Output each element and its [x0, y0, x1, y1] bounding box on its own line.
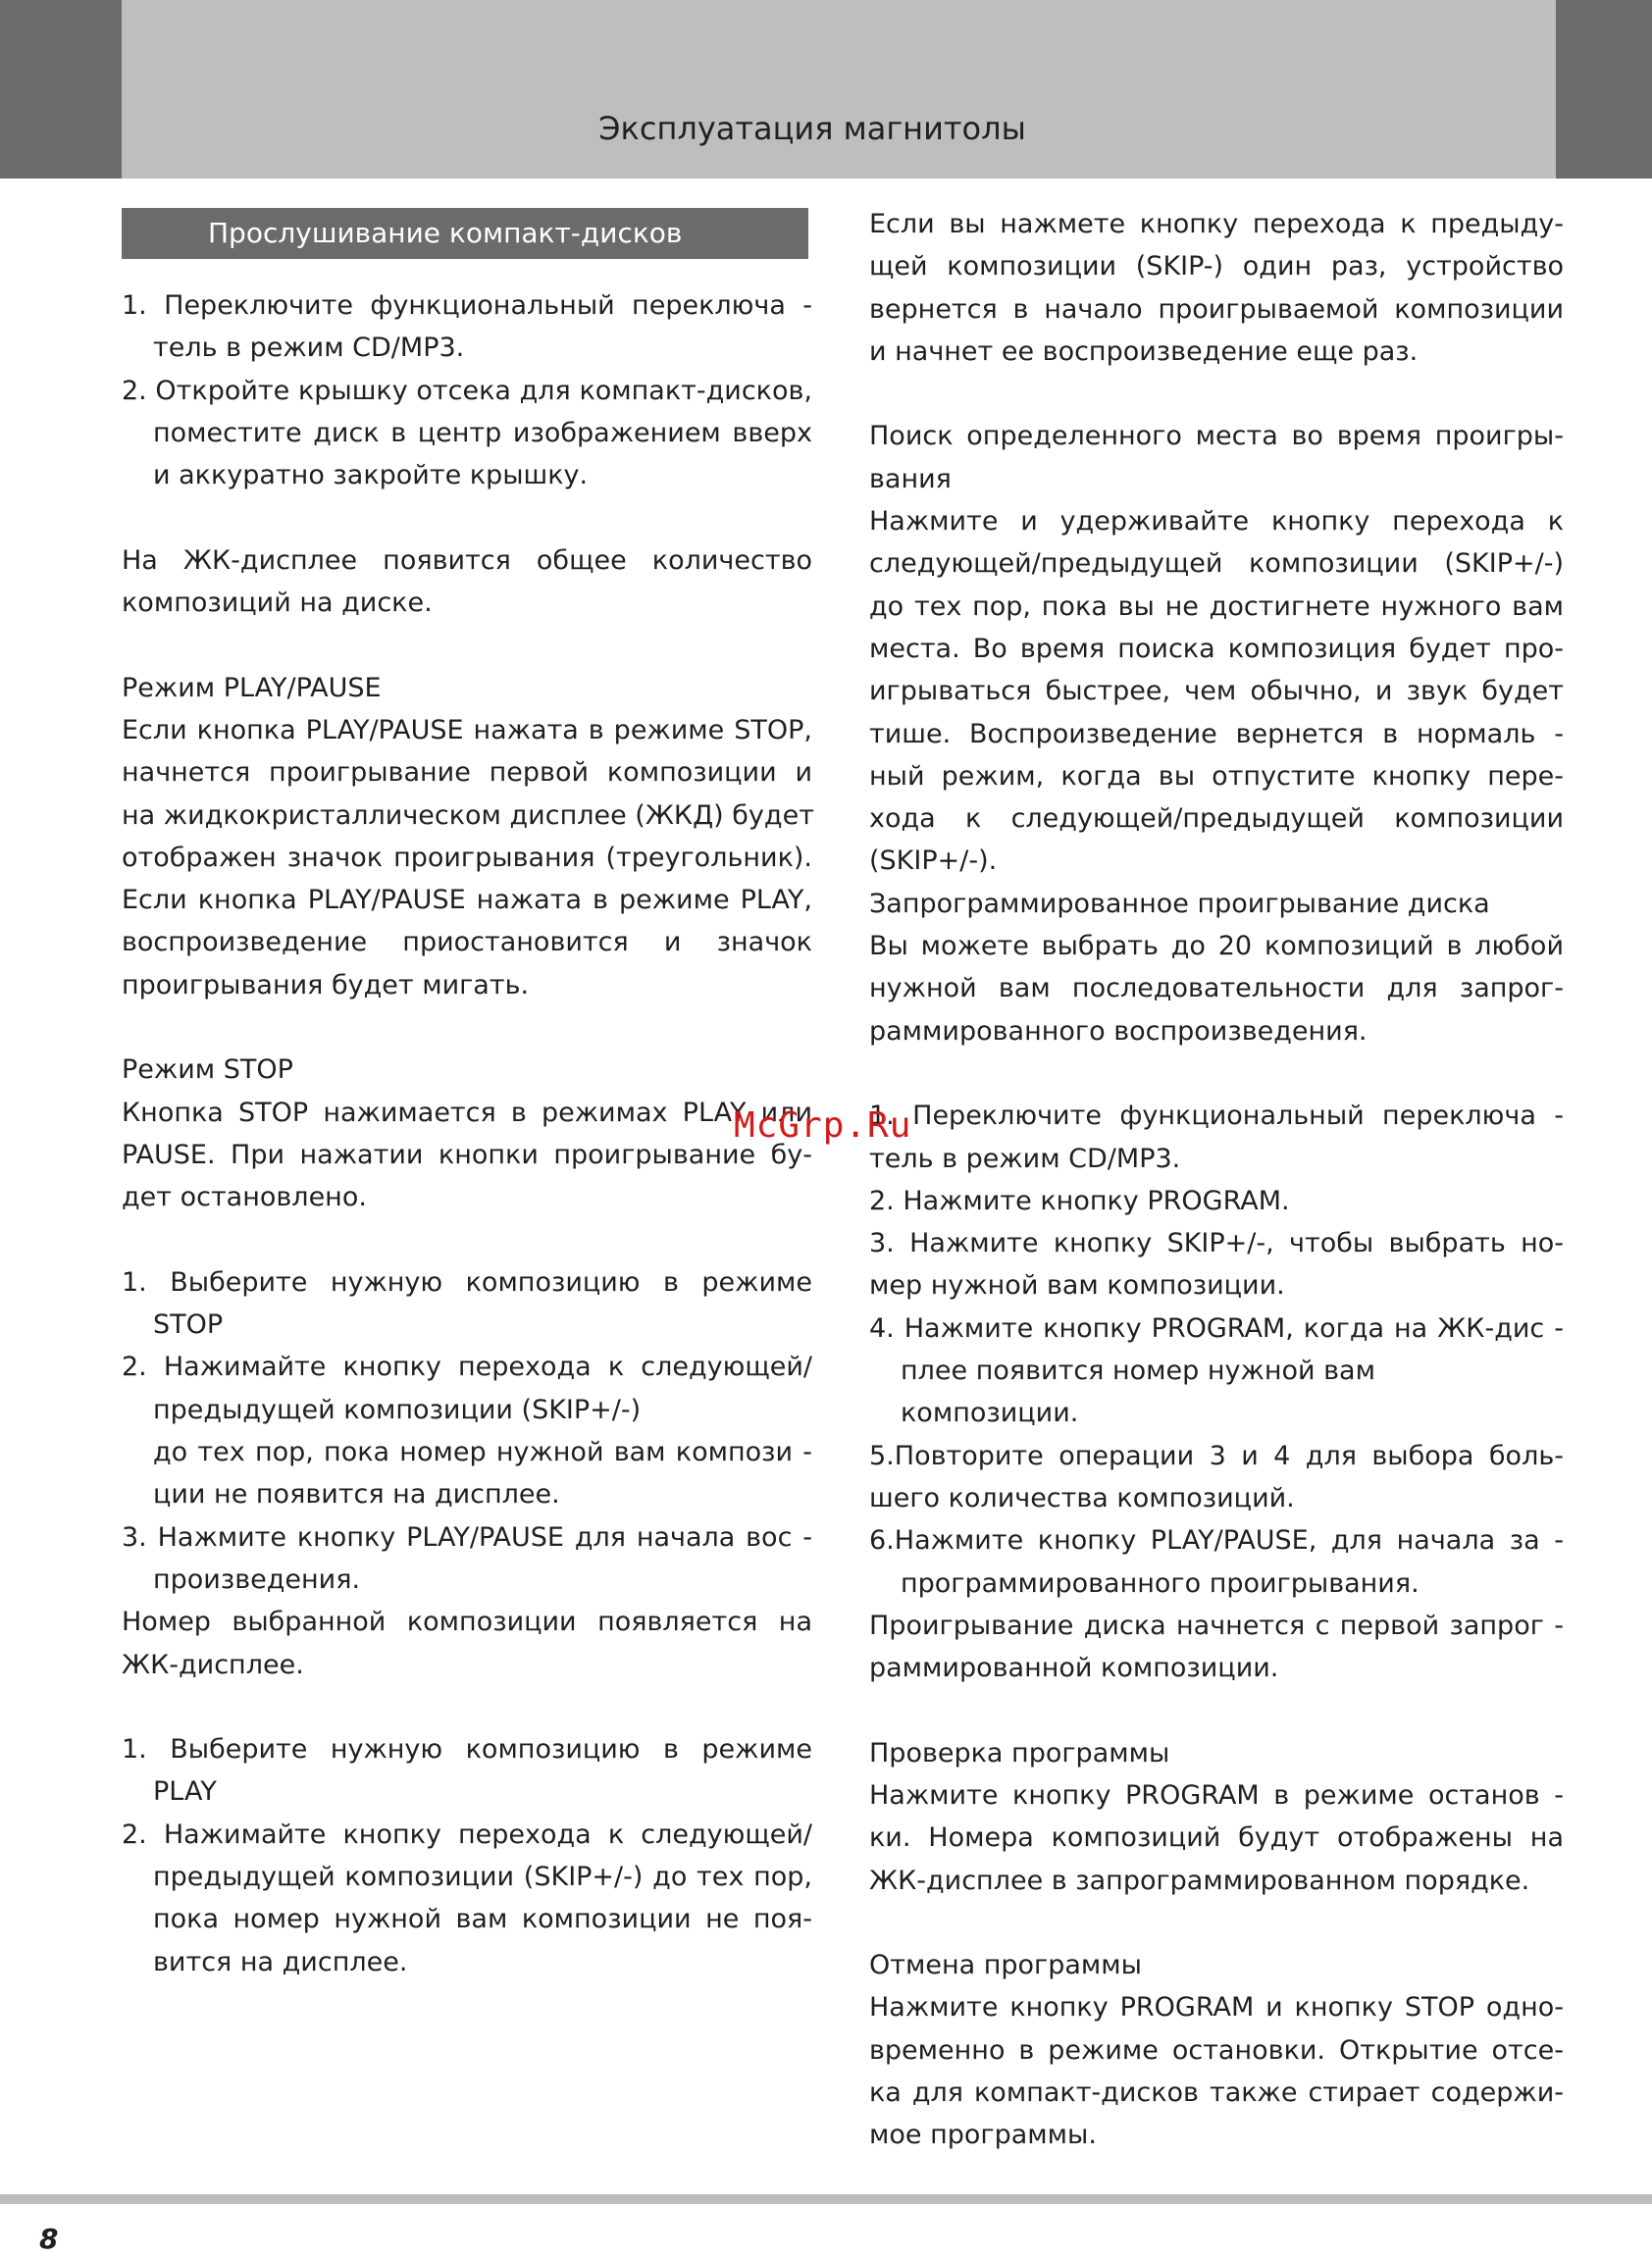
paragraph-gap	[869, 1902, 1564, 1944]
text-line: игрываться быстрее, чем обычно, и звук будет	[869, 676, 1564, 707]
text-line: 1. Переключите функциональный переключа -	[122, 290, 812, 321]
text-line: тель в режим CD/MP3.	[153, 333, 465, 364]
text-line: нужной вам последовательности для запрог-	[869, 973, 1564, 1004]
text-line: Поиск определенного места во время проигры-	[869, 421, 1564, 452]
text-line: места. Во время поиска композиция будет про-	[869, 633, 1564, 664]
text-line: 1. Выберите нужную композицию в режиме	[122, 1266, 812, 1298]
text-line: PLAY	[153, 1776, 217, 1808]
text-line: тише. Воспроизведение вернется в нормаль -	[869, 718, 1564, 749]
text-line: раммированной композиции.	[869, 1653, 1279, 1684]
section-heading: Прослушивание компакт-дисков	[122, 208, 808, 259]
text-line: отображен значок проигрывания (треугольник).	[122, 842, 812, 873]
text-line: 3. Нажмите кнопку SKIP+/-, чтобы выбрать но-	[869, 1228, 1564, 1259]
text-line: вания	[869, 463, 952, 494]
text-line: На ЖК-дисплее появится общее количество	[122, 544, 812, 576]
text-line: 1. Переключите функциональный переключа -	[869, 1101, 1564, 1132]
text-line: программированного проигрывания.	[901, 1567, 1420, 1599]
text-line: ЖК-дисплее в запрограммированном порядке.	[869, 1865, 1530, 1896]
text-line: проигрывания будет мигать.	[122, 969, 530, 1000]
left-column	[122, 284, 812, 1983]
text-line: 5.Повторите операции 3 и 4 для выбора боль-	[869, 1440, 1564, 1471]
text-line: 4. Нажмите кнопку PROGRAM, когда на ЖК-дис -	[869, 1312, 1564, 1344]
paragraph-gap	[122, 1006, 812, 1049]
text-line: Проверка программы	[869, 1737, 1170, 1768]
text-line: Если кнопка PLAY/PAUSE нажата в режиме PLAY,	[122, 885, 812, 916]
text-line: шего количества композиций.	[869, 1482, 1295, 1513]
footer-bar	[0, 2194, 1652, 2204]
page-title: Эксплуатация магнитолы	[598, 110, 1026, 147]
text-line: мое программы.	[869, 2120, 1097, 2151]
text-line: Вы можете выбрать до 20 композиций в любой	[869, 931, 1564, 962]
paragraph-gap	[869, 1689, 1564, 1731]
text-line: предыдущей композиции (SKIP+/-) до тех пор,	[153, 1861, 812, 1892]
text-line: и аккуратно закройте крышку.	[153, 460, 589, 491]
text-line: Нажмите и удерживайте кнопку перехода к	[869, 506, 1564, 538]
header-left-block	[0, 0, 122, 179]
text-line: Нажмите кнопку PROGRAM в режиме останов -	[869, 1779, 1564, 1811]
text-line: STOP	[153, 1309, 224, 1341]
text-line: 2. Нажимайте кнопку перехода к следующей/	[122, 1352, 812, 1383]
right-column	[869, 203, 1564, 2157]
paragraph-gap	[869, 1052, 1564, 1095]
text-line: 1. Выберите нужную композицию в режиме	[122, 1734, 812, 1766]
text-line: PAUSE. При нажатии кнопки проигрывание бу-	[122, 1139, 812, 1170]
text-line: 3. Нажмите кнопку PLAY/PAUSE для начала вос -	[122, 1521, 812, 1553]
paragraph-gap	[122, 1219, 812, 1261]
text-line: ка для компакт-дисков также стирает содержи-	[869, 2077, 1564, 2109]
text-line: следующей/предыдущей композиции (SKIP+/-)	[869, 548, 1564, 580]
text-line: дет остановлено.	[122, 1182, 367, 1213]
text-line: и начнет ее воспроизведение еще раз.	[869, 335, 1419, 367]
text-line: Отмена программы	[869, 1950, 1142, 1981]
text-line: 2. Нажмите кнопку PROGRAM.	[869, 1185, 1290, 1216]
text-line: поместите диск в центр изображением вверх	[153, 417, 812, 448]
paragraph-gap	[122, 1686, 812, 1728]
text-line: 6.Нажмите кнопку PLAY/PAUSE, для начала за -	[869, 1525, 1564, 1557]
text-line: вится на дисплее.	[153, 1946, 408, 1977]
text-line: композиций на диске.	[122, 588, 433, 619]
text-line: раммированного воспроизведения.	[869, 1015, 1368, 1047]
header-right-block	[1556, 0, 1652, 179]
text-line: до тех пор, пока вы не достигнете нужного вам	[869, 590, 1564, 622]
text-line: вернется в начало проигрываемой композиции	[869, 293, 1564, 325]
text-line: до тех пор, пока номер нужной вам компози -	[153, 1437, 812, 1468]
text-line: Номер выбранной композиции появляется на	[122, 1607, 812, 1638]
text-line: ки. Номера композиций будут отображены на	[869, 1822, 1564, 1854]
text-line: тель в режим CD/MP3.	[869, 1143, 1181, 1174]
text-line: предыдущей композиции (SKIP+/-)	[153, 1394, 642, 1425]
text-line: пока номер нужной вам композиции не поя-	[153, 1904, 812, 1935]
paragraph-gap	[122, 496, 812, 538]
text-line: ЖК-дисплее.	[122, 1649, 304, 1680]
text-line: ный режим, когда вы отпустите кнопку пере-	[869, 760, 1564, 792]
text-line: Запрограммированное проигрывание диска	[869, 888, 1490, 919]
text-line: временно в режиме остановки. Открытие отсе-	[869, 2034, 1564, 2066]
text-line: (SKIP+/-).	[869, 846, 998, 877]
text-line: произведения.	[153, 1563, 361, 1595]
text-line: Проигрывание диска начнется с первой запрог -	[869, 1610, 1564, 1641]
text-line: Если вы нажмете кнопку перехода к предыду-	[869, 209, 1564, 239]
watermark: McGrp.Ru	[734, 1105, 912, 1146]
text-line: на жидкокристаллическом дисплее (ЖКД) будет	[122, 799, 814, 831]
text-line: плее появится номер нужной вам	[901, 1356, 1375, 1387]
text-line: Режим PLAY/PAUSE	[122, 672, 382, 703]
page-number: 8	[39, 2223, 59, 2255]
text-line: Нажмите кнопку PROGRAM и кнопку STOP одно-	[869, 1992, 1564, 2024]
text-line: Кнопка STOP нажимается в режимах PLAY или	[122, 1097, 812, 1128]
text-line: 2. Нажимайте кнопку перехода к следующей/	[122, 1819, 812, 1850]
paragraph-gap	[122, 624, 812, 666]
text-line: 2. Откройте крышку отсека для компакт-дисков,	[122, 375, 812, 406]
text-line: Если кнопка PLAY/PAUSE нажата в режиме STOP,	[122, 714, 812, 745]
paragraph-gap	[869, 373, 1564, 415]
text-line: ции не появится на дисплее.	[153, 1479, 560, 1511]
text-line: воспроизведение приостановится и значок	[122, 927, 812, 958]
text-line: мер нужной вам композиции.	[869, 1270, 1285, 1302]
header-band	[122, 0, 1556, 179]
text-line: щей композиции (SKIP-) один раз, устройство	[869, 251, 1564, 282]
text-line: хода к следующей/предыдущей композиции	[869, 803, 1564, 835]
text-line: начнется проигрывание первой композиции и	[122, 757, 812, 789]
text-line: Режим STOP	[122, 1054, 293, 1086]
text-line: композиции.	[901, 1398, 1079, 1429]
